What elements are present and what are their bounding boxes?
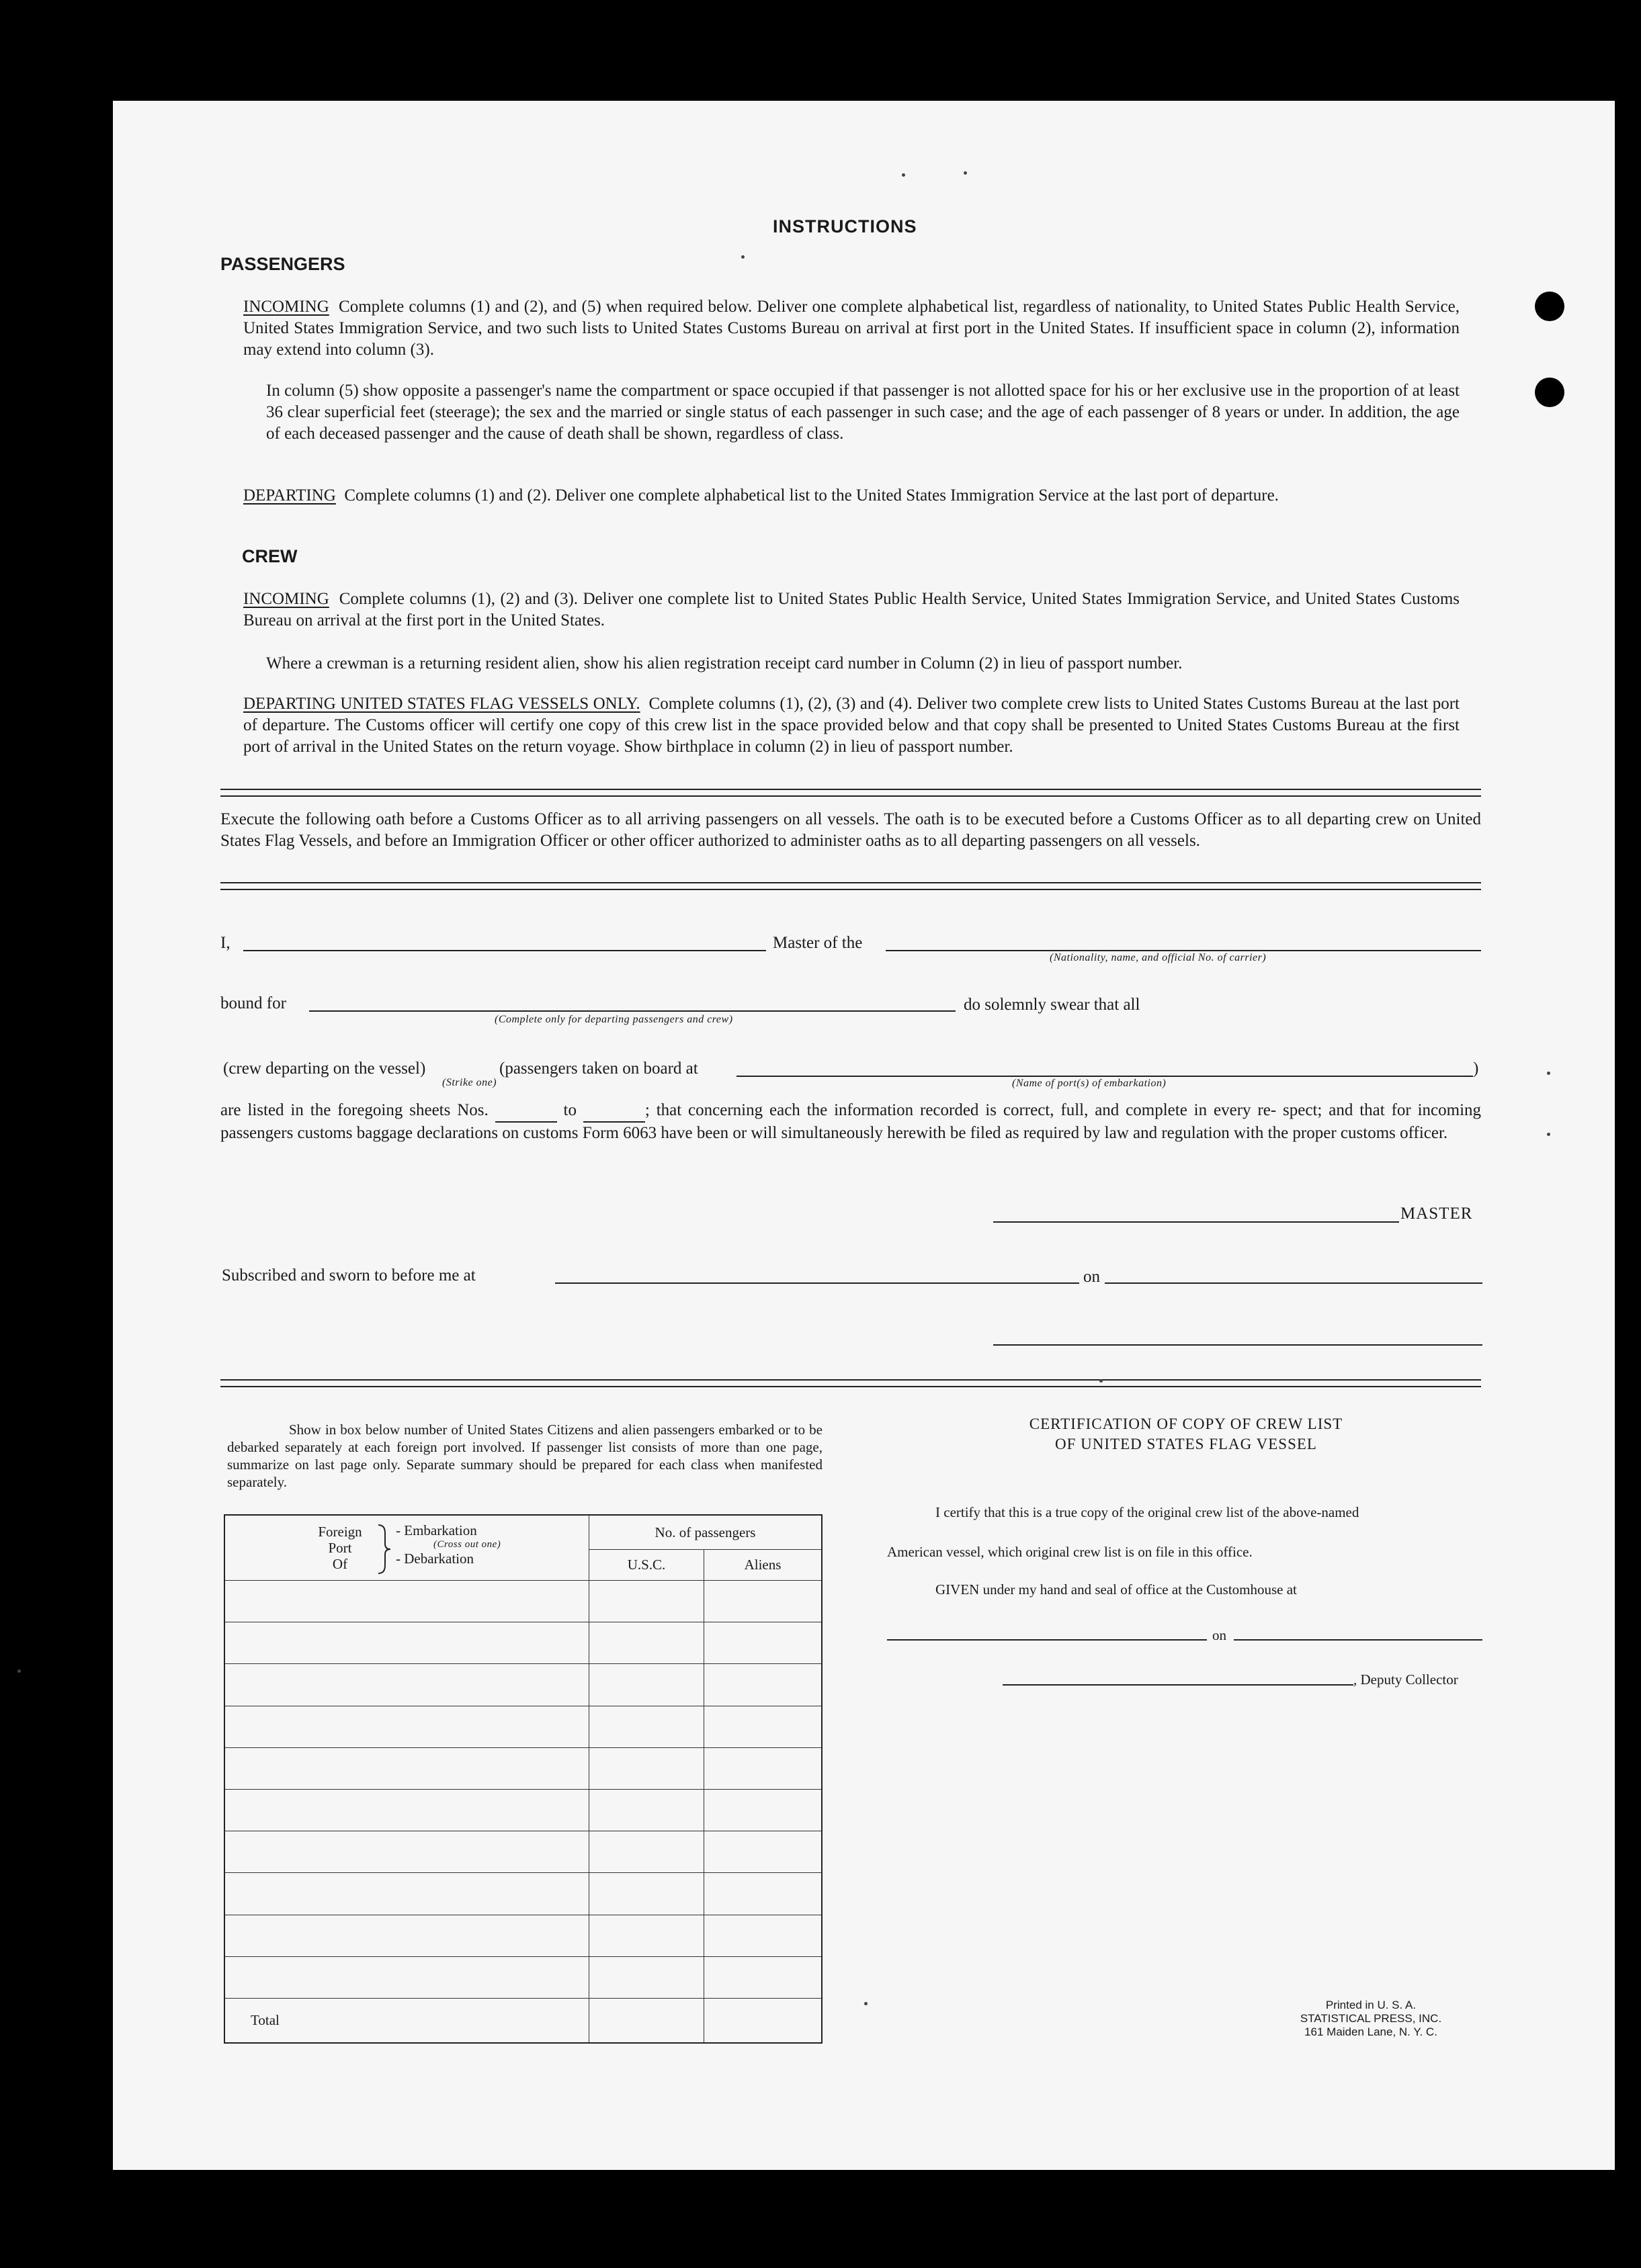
table-row (224, 1873, 822, 1915)
embarkation-option[interactable]: - Embarkation (396, 1522, 477, 1538)
scan-speck (902, 173, 905, 177)
sworn-place-field[interactable] (555, 1282, 1079, 1284)
strike-one-caption: (Strike one) (442, 1077, 497, 1088)
crew-heading: CREW (242, 546, 298, 566)
close-paren: ) (1473, 1059, 1479, 1078)
crew-resident-paragraph: Where a crewman is a returning resident alien, show his alien registration receipt card number in Column (2) in lieu of passport number. (266, 654, 1183, 672)
deputy-collector-label: , Deputy Collector (1353, 1671, 1458, 1688)
port-cell[interactable] (224, 1706, 589, 1747)
passengers-column5-paragraph: In column (5) show opposite a passenger's name the compartment or space occupied if that passenger is not allotted space for his or her exclusive use in the proportion of at least 36 clear superficial feet (steerage); the sex and the married or single status of each passenger in such case; and the age of each passenger of 8 years or under. In addition, the age of each deceased passenger and the cause of death shall be shown, regardless of class. (266, 382, 1460, 443)
printer-imprint (1263, 1999, 1478, 2039)
crew-incoming-label: INCOMING (243, 590, 329, 608)
port-cell[interactable] (224, 1873, 589, 1915)
master-signature-field[interactable] (993, 1221, 1399, 1223)
oath-i-label: I, (220, 934, 230, 952)
listed-text-b: ; that concerning each the information recorded is correct, full, and complete in every re- (644, 1101, 1277, 1119)
port-caption: (Name of port(s) of embarkation) (1012, 1078, 1167, 1089)
scan-speck (1099, 1379, 1103, 1383)
aliens-cell[interactable] (704, 1915, 823, 1956)
bound-for-field[interactable] (309, 1010, 956, 1012)
table-row (224, 1580, 822, 1622)
foreign-label: Foreign (318, 1524, 362, 1540)
scan-speck (964, 171, 967, 175)
listed-text-c: spect; and that for incoming passengers customs baggage declarations on customs Form 6063 have been or will simultaneously herewith be filed as required by law and regulation with the proper customs officer. (220, 1101, 1482, 1142)
port-label: Port (328, 1540, 352, 1556)
usc-cell[interactable] (589, 1580, 704, 1622)
aliens-cell[interactable] (704, 1706, 823, 1747)
certification-title-line1: CERTIFICATION OF COPY OF CREW LIST (1029, 1415, 1343, 1432)
carrier-field[interactable] (886, 950, 1481, 951)
crew-departing-text: (crew departing on the vessel) (223, 1059, 426, 1078)
scan-speck (864, 2002, 868, 2005)
swear-text: do solemnly swear that all (964, 996, 1140, 1014)
brace-icon (377, 1524, 392, 1575)
table-row (224, 1831, 822, 1873)
table-row (224, 1789, 822, 1831)
page-title: INSTRUCTIONS (773, 216, 917, 236)
passengers-departing-label: DEPARTING (243, 486, 336, 505)
master-label: MASTER (1400, 1205, 1473, 1223)
port-cell[interactable] (224, 1580, 589, 1622)
table-row (224, 1747, 822, 1789)
usc-cell[interactable] (589, 1915, 704, 1956)
of-label: Of (332, 1556, 348, 1572)
bound-for-caption: (Complete only for departing passengers and crew) (495, 1014, 733, 1025)
table-row (224, 1664, 822, 1706)
listed-text-a: are listed in the foregoing sheets Nos. (220, 1101, 489, 1119)
debarkation-option[interactable]: - Debarkation (396, 1551, 474, 1567)
aliens-cell[interactable] (704, 1747, 823, 1789)
table-row (224, 1622, 822, 1664)
aliens-cell[interactable] (704, 1580, 823, 1622)
deputy-signature-field[interactable] (1003, 1684, 1353, 1686)
passengers-departing-text: Complete columns (1) and (2). Deliver one complete alphabetical list to the United States Immigration Service at the last port of departure. (344, 486, 1279, 505)
scan-speck (741, 255, 745, 259)
printer-line1: Printed in U. S. A. (1325, 1999, 1417, 2011)
aliens-cell[interactable] (704, 1873, 823, 1915)
usc-header: U.S.C. (589, 1550, 704, 1581)
port-cell[interactable] (224, 1664, 589, 1706)
passengers-departing-paragraph (243, 485, 1460, 507)
listed-to: to (563, 1101, 577, 1119)
table-row (224, 1706, 822, 1747)
officer-signature-field[interactable] (993, 1344, 1482, 1346)
port-cell[interactable] (224, 1747, 589, 1789)
table-row (224, 1915, 822, 1956)
passengers-incoming-label: INCOMING (243, 298, 329, 316)
usc-cell[interactable] (589, 1789, 704, 1831)
passengers-heading: PASSENGERS (220, 254, 345, 274)
scan-speck (1547, 1072, 1550, 1075)
printer-line3: 161 Maiden Lane, N. Y. C. (1304, 2025, 1437, 2038)
sheet-to-field[interactable] (583, 1100, 645, 1123)
summary-instructions: Show in box below number of United States Citizens and alien passengers embarked or to be debarked separately at each foreign port involved. If passenger list consists of more than one page, summarize on last page only. Separate summary should be prepared for each class when manifested separately. (227, 1422, 823, 1490)
crew-flag-text: Complete columns (1), (2), (3) and (4). Deliver two complete crew lists to United States Customs Bureau at the last port of departure. The Customs officer will certify one copy of this crew list in the space provided below and that copy shall be presented to United States Customs Bureau at the first port of arrival in the United States on the return voyage. Show birthplace in column (2) in lieu of passport number. (243, 695, 1460, 756)
sheet-from-field[interactable] (495, 1100, 557, 1123)
aliens-cell[interactable] (704, 1622, 823, 1664)
divider (220, 882, 1481, 890)
table-row (224, 1956, 822, 1998)
passengers-incoming-text: Complete columns (1) and (2), and (5) when required below. Deliver one complete alphabetical list, regardless of nationality, to United States Public Health Service, United States Immigration Service, and two such lists to United States Customs Bureau on arrival at first port in the United States. If insufficient space in column (2), information may extend into column (3). (243, 298, 1460, 359)
customhouse-field[interactable] (887, 1639, 1207, 1641)
usc-cell[interactable] (589, 1622, 704, 1664)
printer-line2: STATISTICAL PRESS, INC. (1300, 2012, 1442, 2025)
passengers-incoming-paragraph (243, 296, 1460, 361)
port-cell[interactable] (224, 1915, 589, 1956)
certify-line2: American vessel, which original crew list is on file in this office. (887, 1544, 1253, 1560)
execute-oath-paragraph: Execute the following oath before a Customs Officer as to all arriving passengers on all vessels. The oath is to be executed before a Customs Officer as to all departing crew on United States Flag Vessels, and before an Immigration Officer or other officer authorized to administer oaths as to all departing passengers on all vessels. (220, 810, 1481, 850)
total-label: Total (224, 1999, 589, 2044)
usc-cell[interactable] (589, 1873, 704, 1915)
scan-speck (17, 1669, 21, 1673)
bound-for-label: bound for (220, 994, 286, 1012)
certification-title-line2: OF UNITED STATES FLAG VESSEL (1055, 1436, 1317, 1452)
certification-date-field[interactable] (1234, 1639, 1482, 1641)
given-line: GIVEN under my hand and seal of office at the Customhouse at (935, 1581, 1297, 1598)
aliens-cell[interactable] (704, 1956, 823, 1998)
listed-paragraph (220, 1100, 1481, 1144)
crew-incoming-paragraph (243, 588, 1460, 631)
usc-cell[interactable] (589, 1747, 704, 1789)
aliens-cell[interactable] (704, 1831, 823, 1873)
port-header-cell (224, 1515, 589, 1580)
usc-cell[interactable] (589, 1664, 704, 1706)
crew-incoming-text: Complete columns (1), (2) and (3). Deliver one complete list to United States Public Health Service, United States Immigration Service, and United States Customs Bureau on arrival at the first port in the United States. (243, 590, 1460, 629)
port-cell[interactable] (224, 1622, 589, 1664)
aliens-cell[interactable] (704, 1789, 823, 1831)
usc-cell[interactable] (589, 1956, 704, 1998)
cross-out-caption: (Cross out one) (433, 1539, 501, 1550)
passengers-taken-option[interactable]: (passengers taken on board at (499, 1059, 698, 1078)
crew-flag-label: DEPARTING UNITED STATES FLAG VESSELS ONLY. (243, 695, 640, 713)
punch-hole-bottom (1535, 378, 1564, 407)
no-passengers-header: No. of passengers (589, 1515, 823, 1550)
usc-cell[interactable] (589, 1706, 704, 1747)
punch-hole-top (1535, 292, 1564, 321)
aliens-header: Aliens (704, 1550, 823, 1581)
port-cell[interactable] (224, 1789, 589, 1831)
usc-cell[interactable] (589, 1831, 704, 1873)
divider (220, 789, 1481, 797)
scan-speck (1547, 1133, 1550, 1136)
certification-on-label: on (1212, 1627, 1226, 1643)
carrier-caption: (Nationality, name, and official No. of carrier) (1050, 952, 1267, 963)
certify-line1: I certify that this is a true copy of the original crew list of the above-named (935, 1504, 1359, 1520)
master-of-the-label: Master of the (773, 934, 863, 952)
crew-flag-paragraph (243, 693, 1460, 758)
aliens-cell[interactable] (704, 1664, 823, 1706)
port-cell[interactable] (224, 1831, 589, 1873)
sworn-on-label: on (1083, 1268, 1100, 1286)
embarkation-port-field[interactable] (737, 1076, 1473, 1077)
port-cell[interactable] (224, 1956, 589, 1998)
sworn-date-field[interactable] (1105, 1282, 1482, 1284)
total-usc-cell[interactable] (589, 1999, 704, 2044)
certification-title (874, 1414, 1499, 1454)
subscribed-label: Subscribed and sworn to before me at (222, 1266, 476, 1284)
total-aliens-cell[interactable] (704, 1999, 823, 2044)
master-name-field[interactable] (243, 950, 766, 951)
divider (220, 1379, 1481, 1387)
total-row (224, 1999, 822, 2044)
passenger-summary-table (224, 1514, 823, 2044)
crew-departing-option[interactable] (223, 1059, 425, 1078)
